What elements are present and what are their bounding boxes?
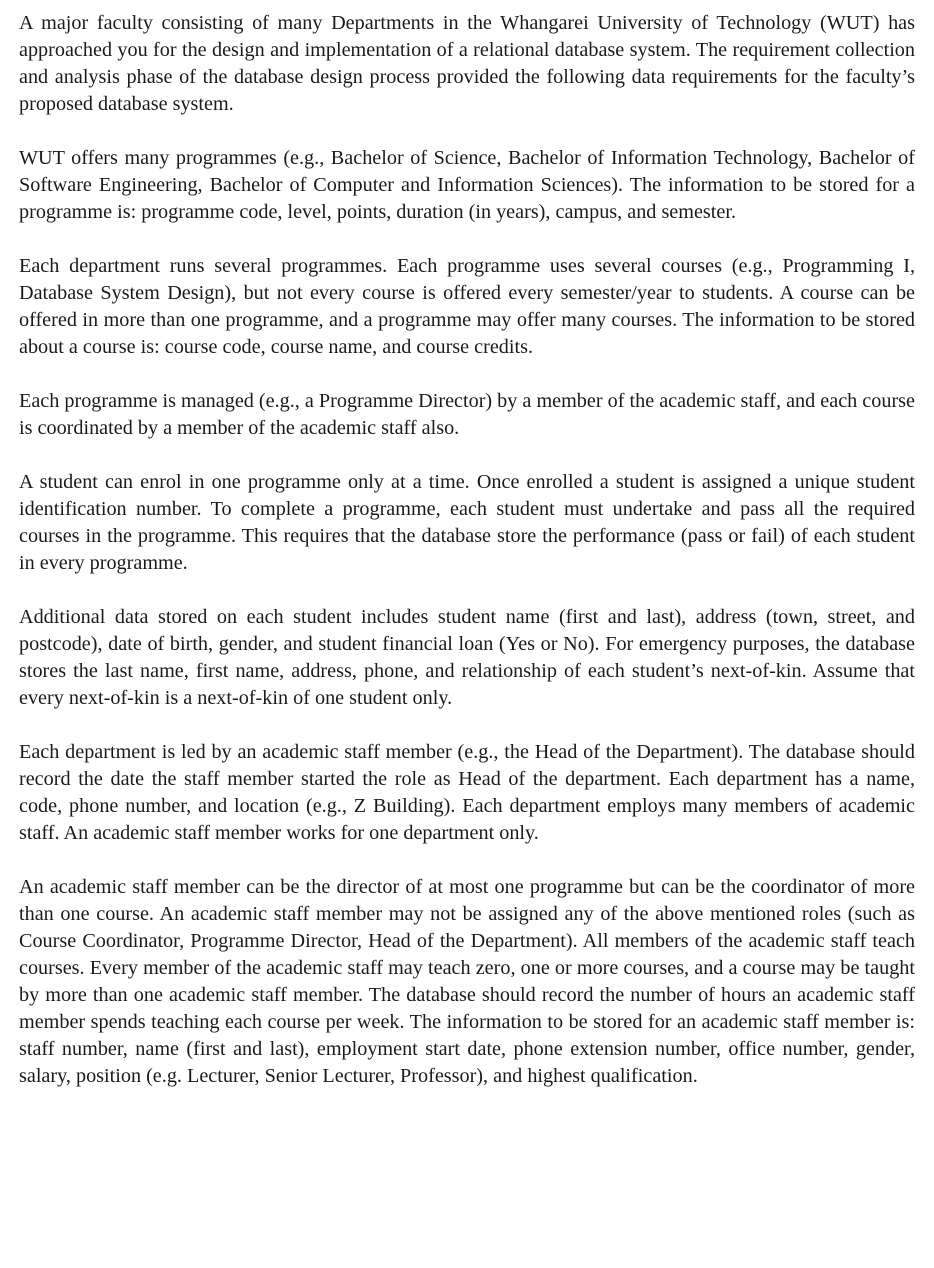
paragraph-student-data: Additional data stored on each student includes student name (first and last), address (town, street, and postcode), date of birth, gender, and student financial loan (Yes or No). For emergency purposes, the database stores the last name, first name, address, phone, and relationship of each student’s next-of-kin. Assume that every next-of-kin is a next-of-kin of one student only. [19,606,915,709]
paragraph-management: Each programme is managed (e.g., a Programme Director) by a member of the academic staff, and each course is coordinated by a member of the academic staff also. [19,390,915,439]
paragraph-courses: Each department runs several programmes. Each programme uses several courses (e.g., Programming I, Database System Design), but not every course is offered every semester/year to students. A course can be offered in more than one programme, and a programme may offer many courses. The information to be stored about a course is: course code, course name, and course credits. [19,255,915,358]
paragraph-intro: A major faculty consisting of many Departments in the Whangarei University of Technology (WUT) has approached you for the design and implementation of a relational database system. The requirement collection and analysis phase of the database design process provided the following data requirements for the faculty’s proposed database system. [19,12,915,115]
paragraph-departments: Each department is led by an academic staff member (e.g., the Head of the Department). The database should record the date the staff member started the role as Head of the department. Each department has a name, code, phone number, and location (e.g., Z Building). Each department employs many members of academic staff. An academic staff member works for one department only. [19,741,915,844]
paragraph-enrolment: A student can enrol in one programme only at a time. Once enrolled a student is assigned a unique student identification number. To complete a programme, each student must undertake and pass all the required courses in the programme. This requires that the database store the performance (pass or fail) of each student in every programme. [19,471,915,574]
paragraph-programmes: WUT offers many programmes (e.g., Bachelor of Science, Bachelor of Information Technology, Bachelor of Software Engineering, Bachelor of Computer and Information Sciences). The information to be stored for a programme is: programme code, level, points, duration (in years), campus, and semester. [19,147,915,223]
paragraph-academic-staff: An academic staff member can be the director of at most one programme but can be the coordinator of more than one course. An academic staff member may not be assigned any of the above mentioned roles (such as Course Coordinator, Programme Director, Head of the Department). All members of the academic staff teach courses. Every member of the academic staff may teach zero, one or more courses, and a course may be taught by more than one academic staff member. The database should record the number of hours an academic staff member spends teaching each course per week. The information to be stored for an academic staff member is: staff number, name (first and last), employment start date, phone extension number, office number, gender, salary, position (e.g. Lecturer, Senior Lecturer, Professor), and highest qualification. [19,876,915,1087]
